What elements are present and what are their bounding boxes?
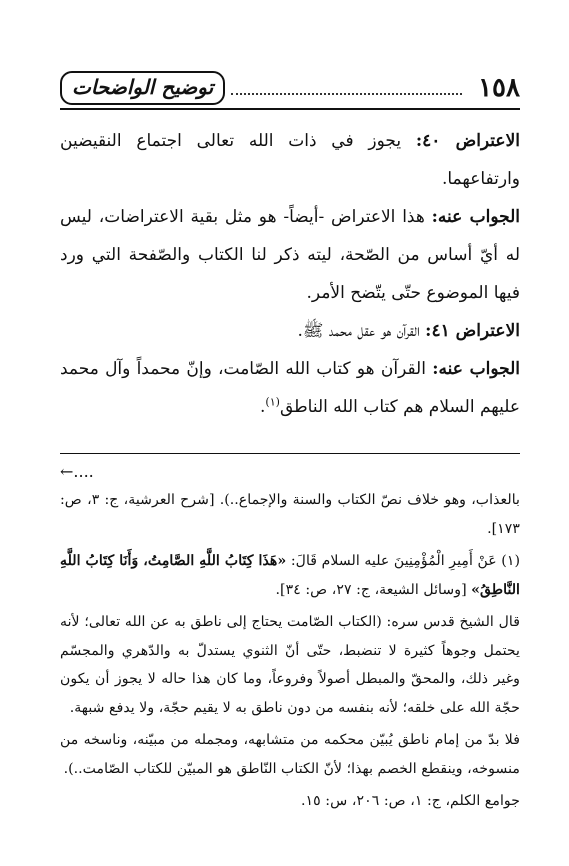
footnote-1-quote: «هَذَا كِتَابُ اللَّهِ الصَّامِتُ، وَأَنَا كِتَابُ اللَّهِ النَّاطِقُ» [60, 553, 520, 598]
continuation-arrow-icon: ←.... [60, 462, 94, 481]
footnote-1-source: [وسائل الشيعة، ج: ٢٧، ص: ٣٤]. [275, 581, 472, 598]
header-dotted-leader [231, 93, 462, 95]
book-title: توضيح الواضحات [60, 71, 225, 105]
footnote-1 [60, 547, 520, 604]
footnote-1-source-2: جوامع الكلم، ج: ١، ص: ٢٠٦، س: ١٥. [301, 793, 520, 809]
answer-41-text: القرآن هو كتاب الله الصّامت، وإنّ محمداً وآل محمد عليهم السلام هم كتاب الله الناطق [60, 359, 520, 417]
objection-40-text: يجوز في ذات الله تعالى اجتماع النقيضين وارتفاعهما. [60, 131, 520, 189]
answer-41-end: . [260, 397, 266, 417]
header-rule [60, 108, 520, 110]
page-header [60, 70, 520, 110]
footnote-ref-1[interactable]: (١) [265, 395, 280, 409]
objection-41-text: القرآن هو عقل محمد ﷺ. [297, 321, 426, 341]
footnote-1-commentary-cont: فلا بدّ من إمام ناطق يُبيّن محكمه من متشابهه، ومجمله من مبيّنه، وناسخه من منسوخه، وينقطع الخصم بهذا؛ لأنّ الكتاب النّاطق هو المبيّن للكتاب الصّامت..). [60, 732, 520, 777]
answer-41 [60, 350, 520, 426]
objection-41-label: الاعتراض ٤١: [425, 321, 520, 341]
footnote-1-commentary: قال الشيخ قدس سره: (الكتاب الصّامت يحتاج إلى ناطق به عن الله تعالى؛ لأنه يحتمل وجوهاً كثيرة لا تنضبط، حتّى أنّ الثنوي يستدلّ به والدّهري والمجسّم وغير ذلك، والمحقّ والمبطل أصولاً وفروعاً، وما كان هذا حاله لا يجوز أن يكون حجّة الله على خلقه؛ لأنه بنفسه من دون ناطق به لا يقيم حجّة، ولا يدفع شبهة. [60, 614, 520, 716]
footnote-1-intro: (١) عَنْ أَمِيرِ الْمُؤْمِنِينَ عليه السلام قَالَ: [286, 553, 520, 569]
main-text [60, 122, 520, 426]
page-number: ١٥٨ [478, 73, 520, 103]
footnotes [60, 453, 520, 820]
answer-41-label: الجواب عنه: [432, 359, 520, 379]
answer-40 [60, 198, 520, 312]
answer-40-label: الجواب عنه: [431, 207, 520, 227]
objection-41 [60, 312, 520, 350]
objection-40 [60, 122, 520, 198]
footnote-rule [60, 453, 520, 454]
footnote-prev-tail: بالعذاب، وهو خلاف نصّ الكتاب والسنة والإجماع..). [شرح العرشية، ج: ٣، ص: ١٧٣]. [60, 492, 520, 537]
answer-40-text: هذا الاعتراض -أيضاً- هو مثل بقية الاعتراضات، ليس له أيّ أساس من الصّحة، ليته ذكر لنا الكتاب والصّفحة التي ورد فيها الموضوع حتّى يتّضح الأمر. [60, 207, 520, 303]
objection-40-label: الاعتراض ٤٠: [415, 131, 520, 151]
